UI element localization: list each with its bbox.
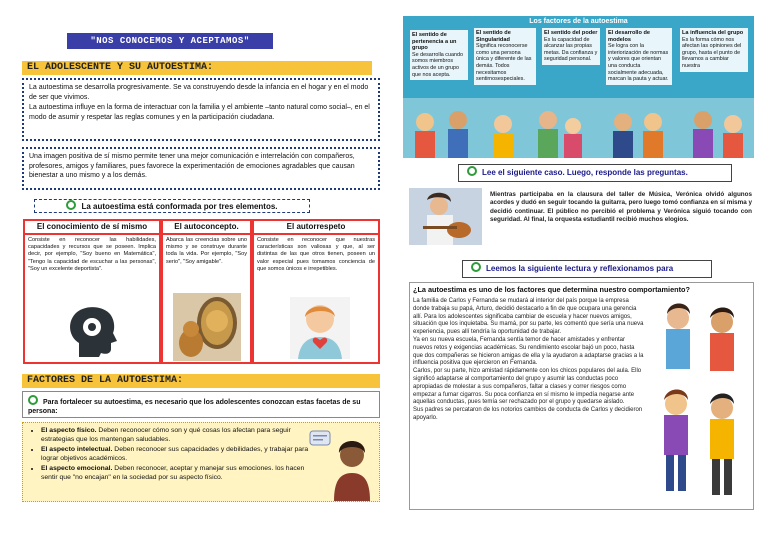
element-box-self-respect (252, 219, 380, 364)
reading-paragraph: Carlos, por su parte, hizo amistad rápidamente con los chicos populares del aula. Ello significó adaptarse al comportamiento del grupo y asumir las conductas poco apropiadas de molestar a sus compañeros, faltar a clases y correr riesgos como empezar a fumar cigarros. Su poca confianza en sí mismo le impedía negarse ante aquellas conductas, pues temía ser rechazado por el grupo y quedarse aislado. (413, 368, 642, 406)
element-title: El autoconcepto. (163, 221, 250, 235)
aspects-list (29, 426, 311, 482)
factor-belonging: El sentido de pertenencia a un grupo Se desarrolla cuando somos miembros activos de un grupo que nos acepta. (410, 30, 468, 80)
bullet-circle-icon (28, 395, 38, 405)
case-text: Mientras participaba en la clausura del taller de Música, Verónica olvidó algunos acordes y dudó en seguir tocando la guitarra, pero luego tomó confianza en sí misma y decidió continuar. El público no percibió el problema y Verónica siguió tocando con seguridad. Al final, la orquesta estudiantil recibió muchos elogios. (490, 191, 752, 224)
intro-paragraph: La autoestima se desarrolla progresivamente. Se va construyendo desde la infancia en el hogar y en el modo de ser que vivimos. (29, 84, 369, 101)
factor-power: El sentido del poder Es la capacidad de alcanzar las propias metas. Da confianza y seguridad personal. (542, 28, 600, 65)
reading-text (413, 298, 645, 423)
aspects-box (22, 422, 380, 502)
reading-paragraph: Sus padres se percataron de los notorios cambios de conducta de Carlos y decidieron apoyarlo. (413, 407, 643, 421)
positive-image-paragraph: Una imagen positiva de sí mismo permite tener una mejor comunicación e interrelación con compañeros, profesores, amigos y familiares, pues favorece la experimentación de emociones agradables que causan bienestar a uno mismo y a los demás. (29, 153, 355, 180)
bullet-circle-icon (471, 262, 481, 272)
list-item: • El aspecto físico. Deben reconocer cómo son y qué cosas los afectan para seguir estrategias que los mantengan saludables. (41, 426, 311, 444)
factor-group-influence: La influencia del grupo Es la forma cómo nos afectan las opiniones del grupo, hasta el punto de llevarnos a cambiar nuestra (680, 28, 748, 72)
element-title: El autorrespeto (254, 221, 378, 235)
section-title-adolescent: EL ADOLESCENTE Y SU AUTOESTIMA: (22, 61, 372, 75)
factors-intro: Para fortalecer su autoestima, es necesario que los adolescentes conozcan estas facetas de su persona: (22, 391, 380, 418)
bullet-circle-icon (467, 166, 477, 176)
students-illustration (403, 98, 754, 158)
factor-models: El desarrollo de modelos Se logra con la interiorización de normas y valores que orientan una conducta socialmente adecuada, marcan la pauta y actuar. (606, 28, 672, 85)
case-label: Lee el siguiente caso. Luego, responde las preguntas. (458, 164, 732, 182)
factor-singularity: El sentido de Singularidad Significa reconocerse como una persona única y diferente de las demás. Todos necesitamos sentirnosespeciales. (474, 28, 536, 85)
reading-label: Leemos la siguiente lectura y reflexionamos para (462, 260, 712, 278)
head-silhouette-icon (61, 303, 123, 359)
cat-mirror-lion-illustration (173, 293, 241, 361)
teenagers-illustration (650, 296, 752, 504)
intro-paragraph: La autoestima influye en la forma de interactuar con la familia y el ambiente –tanto natural como social–, en el modo de asumir y respetar las reglas comunes y en la participación ciudadana. (29, 104, 370, 121)
reading-paragraph: La familia de Carlos y Fernanda se mudará al interior del país porque la empresa donde trabaja su papá, Arturo, decidió destacarlo a fin de que ocupara una gerencia allí. Para los adolescentes significaba cambiar de escuela y hacer nuevos amigos, situación que los inquietaba. Su mamá, por su parte, les comentó que sería una nueva experiencia, pues allí tendría la oportunidad de trabajar. (413, 298, 644, 336)
element-title: El conocimiento de sí mismo (25, 221, 159, 235)
element-text: Abarca las creencias sobre uno mismo y se construye durante toda la vida. Por ejemplo, "Soy serio", "Soy amigable". (166, 237, 247, 265)
section-title-factors: FACTORES DE LA AUTOESTIMA: (22, 374, 380, 388)
element-box-self-knowledge (23, 219, 161, 364)
banner-title: Los factores de la autoestima (529, 18, 628, 25)
elements-label: La autoestima está conformada por tres elementos. (34, 199, 310, 213)
woman-heart-icon (290, 297, 350, 359)
page-title: "NOS CONOCEMOS Y ACEPTAMOS" (67, 33, 273, 49)
list-item: • El aspecto intelectual. Deben reconocer sus capacidades y debilidades, y trabajar para lograr objetivos académicos. (41, 445, 311, 463)
reading-title: ¿La autoestima es uno de los factores que determina nuestro comportamiento? (413, 285, 690, 294)
list-item: • El aspecto emocional. Deben reconocer, aceptar y manejar sus emociones. los hacen sentir que "no encajan" en la sociedad por su aspecto físico. (41, 464, 311, 482)
element-box-self-concept (161, 219, 252, 364)
element-text: Consiste en reconocer que nuestras características son valiosas y que, al ser distintas de las que otros tienen, poseen un valor especial pues tomamos conciencia de que somos únicos e irrepetibles. (257, 237, 375, 272)
positive-image-box (22, 147, 380, 190)
woman-speech-illustration (308, 425, 374, 501)
reading-paragraph: Ya en su nueva escuela, Fernanda sentía temor de hacer amistades y enfrentar nuevos retos y exigencias académicas. Su rendimiento escolar bajó un poco, hasta que dos compañeras se hicieron amigas de ella y la ayudaron a adaptarse gracias a la influencia positiva que ejercieron en Fernanda. (413, 336, 644, 367)
intro-box (22, 78, 380, 141)
bullet-circle-icon (66, 200, 76, 210)
guitar-girl-photo (409, 188, 482, 245)
element-text: Consiste en reconocer las habilidades, capacidades y recursos que se poseen. Implica decir, por ejemplo, "Soy bueno en Matemática", "Tengo la capacidad de escuchar a las personas", "Soy un excelente deportista". (28, 237, 156, 272)
